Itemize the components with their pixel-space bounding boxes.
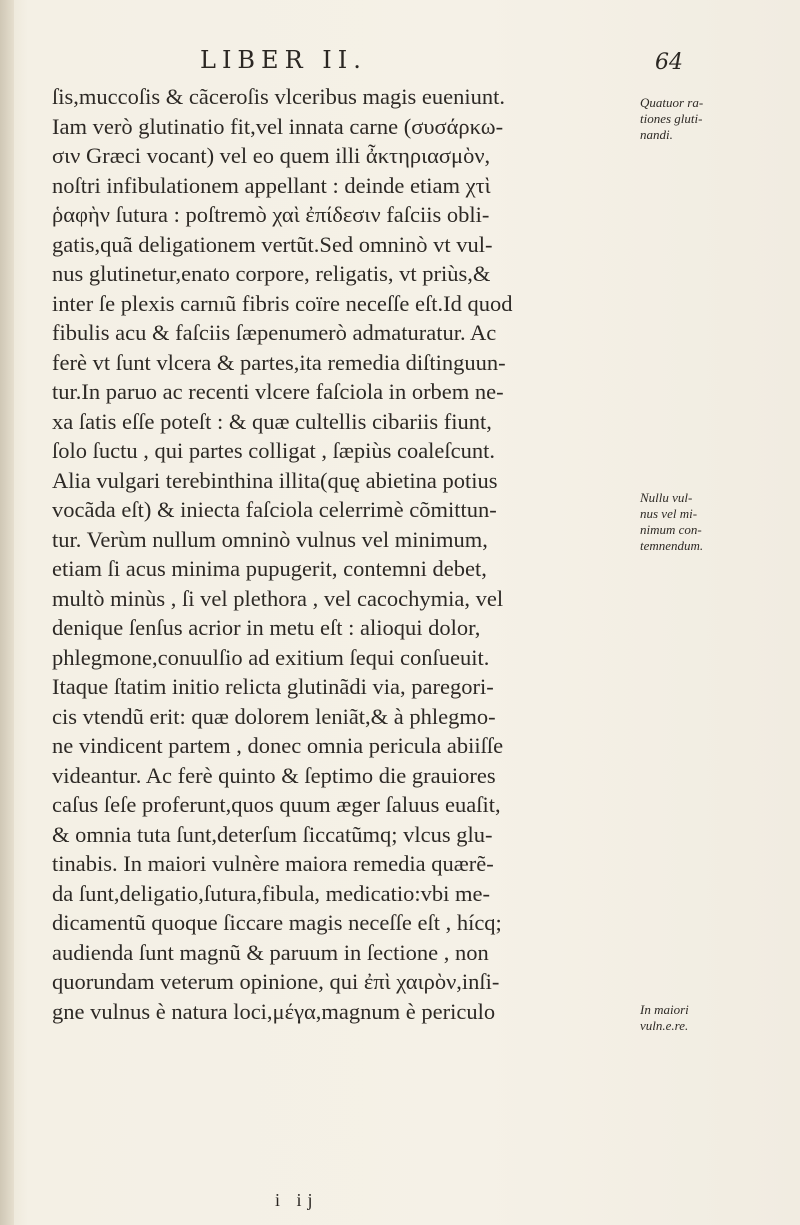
text-line: σιν Græci vocant) vel eo quem illi ἆκτηριασμὸν, bbox=[52, 143, 491, 168]
sidenote-line: tiones gluti- bbox=[640, 111, 703, 126]
text-line: ferè vt ſunt vlcera & partes,ita remedia diſtinguun- bbox=[52, 349, 506, 375]
text-line: nus glutinetur,enato corpore, religatis, vt priùs,& bbox=[52, 261, 491, 286]
text-line: ῥαφὴν ſutura : poſtremò χαὶ ἐπίδεσιν faſciis obli- bbox=[52, 202, 490, 227]
text-line: gne vulnus è natura loci,μέγα,magnum è periculo bbox=[52, 998, 496, 1024]
text-line: tur. Verùm nullum omninò vulnus vel minimum, bbox=[52, 526, 488, 552]
text-line: caſus ſeſe proferunt,quos quum æger ſaluus euaſit, bbox=[52, 792, 501, 817]
signature-mark: i ij bbox=[275, 1190, 319, 1210]
text-line: tur.In paruo ac recenti vlcere faſciola in orbem ne- bbox=[52, 379, 504, 404]
main-text-column bbox=[52, 82, 632, 1026]
text-line: ſolo ſuctu , qui partes colligat , ſæpiùs coaleſcunt. bbox=[52, 438, 496, 463]
text-line: ne vindicent partem , donec omnia pericula abiiſſe bbox=[52, 733, 504, 758]
running-title: LIBER II. bbox=[200, 46, 367, 74]
page-number: 64 bbox=[655, 50, 683, 75]
sidenote-line: nandi. bbox=[640, 127, 673, 142]
sidenote-nullum-vulnus bbox=[640, 490, 790, 554]
text-line: tinabis. In maiori vulnère maiora remedia quærẽ- bbox=[52, 851, 494, 876]
running-header bbox=[0, 40, 800, 80]
text-line: da ſunt,deligatio,ſutura,fibula, medicatio:vbi me- bbox=[52, 880, 491, 906]
text-line: Itaque ſtatim initio relicta glutinãdi via, paregori- bbox=[52, 674, 494, 699]
sidenote-line: temnendum. bbox=[640, 538, 704, 553]
sidenote-line: vuln.e.re. bbox=[640, 1018, 689, 1033]
text-line: ſis,muccoſis & cãceroſis vlceribus magis eueniunt. bbox=[52, 84, 506, 109]
text-line: Iam verò glutinatio fit,vel innata carne (συσάρκω- bbox=[52, 113, 504, 139]
text-line: gatis,quã deligationem vertũt.Sed omninò vt vul- bbox=[52, 231, 493, 257]
text-line: xa ſatis eſſe poteſt : & quæ cultellis cibariis fiunt, bbox=[52, 408, 492, 434]
text-line: videantur. Ac ferè quinto & ſeptimo die grauiores bbox=[52, 762, 496, 788]
sidenote-line: In maiori bbox=[640, 1002, 689, 1017]
text-line: & omnia tuta ſunt,deterſum ſiccatũmq; vlcus glu- bbox=[52, 821, 493, 847]
text-line: denique ſenſus acrior in metu eſt : alioqui dolor, bbox=[52, 615, 481, 640]
text-line: vocãda eſt) & iniecta faſciola celerrimè cõmittun- bbox=[52, 497, 497, 522]
text-line: dicamentũ quoque ſiccare magis neceſſe eſt , hícq; bbox=[52, 910, 502, 935]
text-line: inter ſe plexis carnıũ fibris coïre neceſſe eſt.Id quod bbox=[52, 290, 513, 316]
sidenote-line: Quatuor ra- bbox=[640, 95, 704, 110]
text-line: fibulis acu & faſciis ſæpenumerò admaturatur. Ac bbox=[52, 320, 497, 345]
sidenote-line: Nullu vul- bbox=[640, 490, 693, 505]
text-line: etiam ſi acus minima pupugerit, contemni debet, bbox=[52, 556, 487, 581]
text-line: Alia vulgari terebinthina illita(quę abietina potius bbox=[52, 467, 498, 493]
text-line: multò minùs , ſi vel plethora , vel cacochymia, vel bbox=[52, 585, 504, 611]
text-line: phlegmone,conuulſio ad exitium ſequi conſueuit. bbox=[52, 644, 490, 670]
sidenote-in-maiori bbox=[640, 1002, 790, 1034]
text-line: audienda ſunt magnũ & paruum in ſectione , non bbox=[52, 939, 489, 965]
text-line: noſtri infibulationem appellant : deinde etiam χτὶ bbox=[52, 172, 491, 198]
sidenote-quatuor-rationes bbox=[640, 95, 790, 143]
sidenote-line: nus vel mi- bbox=[640, 506, 698, 521]
text-line: cis vtendũ erit: quæ dolorem leniãt,& à phlegmo- bbox=[52, 703, 496, 729]
sidenote-line: nimum con- bbox=[640, 522, 702, 537]
text-line: quorundam veterum opinione, qui ἐπὶ χαιρὸν,inſi- bbox=[52, 969, 500, 994]
binding-edge bbox=[0, 0, 14, 1225]
